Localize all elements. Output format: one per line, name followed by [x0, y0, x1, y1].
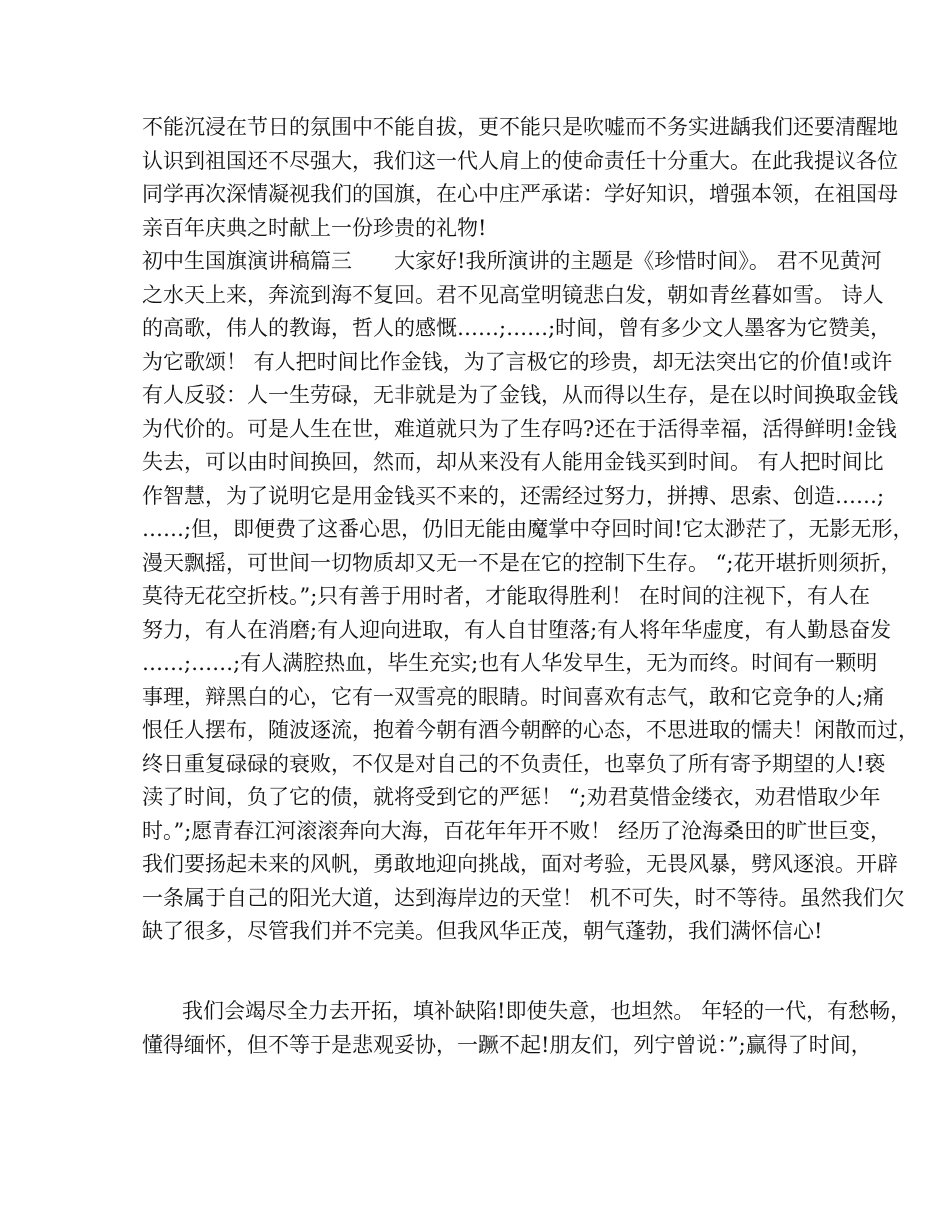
text-line: 认识到祖国还不尽强大，我们这一代人肩上的使命责任十分重大。在此我提议各位 [142, 148, 898, 173]
text-line: 为它歌颂！ 有人把时间比作金钱，为了言极它的珍贵，却无法突出它的价值!或许 [142, 349, 893, 374]
text-line: 一条属于自己的阳光大道，达到海岸边的天堂！ 机不可失，时不等待。虽然我们欠 [142, 885, 905, 910]
text-line: 初中生国旗演讲稿篇三 大家好!我所演讲的主题是《珍惜时间》。 君不见黄河 [142, 249, 882, 273]
text-line: 不能沉浸在节日的氛围中不能自拔，更不能只是吹嘘而不务实进龋我们还要清醒地 [142, 115, 898, 139]
text-line: 之水天上来，奔流到海不复回。君不见高堂明镜悲白发，朝如青丝暮如雪。 诗人 [142, 282, 884, 307]
text-line: 漫天飘摇，可世间一切物质却又无一不是在它的控制下生存。 “;花开堪折则须折， [142, 550, 902, 575]
text-line: 同学再次深情凝视我们的国旗，在心中庄严承诺：学好知识，增强本领，在祖国母 [142, 182, 898, 206]
text-line: 莫待无花空折枝。”;只有善于用时者，才能取得胜利！ 在时间的注视下，有人在 [142, 584, 870, 608]
text-line: 渎了时间，负了它的债，就将受到它的严惩！ “;劝君莫惜金缕衣，劝君惜取少年 [142, 785, 881, 809]
text-line: 终日重复碌碌的衰败，不仅是对自己的不负责任，也辜负了所有寄予期望的人!亵 [142, 751, 886, 776]
text-line: 时。”;愿青春江河滚滚奔向大海，百花年年开不败！ 经历了沧海桑田的旷世巨变， [142, 818, 891, 843]
text-line: 的高歌，伟人的教诲，哲人的感慨……;……;时间，曾有多少文人墨客为它赞美， [142, 316, 892, 340]
text-line: 失去，可以由时间换回，然而，却从来没有人能用金钱买到时间。 有人把时间比 [142, 450, 884, 474]
text-line: 我们要扬起未来的风帆，勇敢地迎向挑战，面对考验，无畏风暴，劈风逐浪。开辟 [142, 852, 898, 876]
body-text-paragraph-2 [142, 995, 912, 1062]
text-line: 懂得缅怀，但不等于是悲观妥协，一蹶不起!朋友们，列宁曾说：”;赢得了时间， [142, 1032, 872, 1057]
text-line: 作智慧，为了说明它是用金钱买不来的，还需经过努力，拼搏、思索、创造……; [142, 483, 885, 508]
text-line: 有人反驳：人一生劳碌，无非就是为了金钱，从而得以生存，是在以时间换取金钱 [142, 383, 898, 407]
text-line: 事理，辩黑白的心，它有一双雪亮的眼睛。时间喜欢有志气，敢和它竞争的人;痛 [142, 684, 885, 709]
body-text [142, 111, 919, 949]
text-line: 努力，有人在消磨;有人迎向进取，有人自甘堕落;有人将年华虚度，有人勤恳奋发 [142, 617, 892, 642]
text-line: ……;但，即便费了这番心思，仍旧无能由魔掌中夺回时间!它太渺茫了，无影无形， [142, 517, 914, 541]
text-line: 缺了很多，尽管我们并不完美。但我风华正茂，朝气蓬勃，我们满怀信心! [142, 919, 823, 943]
text-line: 亲百年庆典之时献上一份珍贵的礼物! [142, 215, 487, 240]
text-line: ……;……;有人满腔热血，毕生充实;也有人华发早生，无为而终。时间有一颗明 [142, 651, 878, 675]
text-line: 恨任人摆布，随波逐流，抱着今朝有酒今朝醉的心态，不思进取的懦夫！闲散而过， [142, 718, 919, 742]
text-line: 我们会竭尽全力去开拓，填补缺陷!即使失意，也坦然。 年轻的一代，有愁畅， [182, 999, 912, 1023]
text-line: 为代价的。可是人生在世，难道就只为了生存吗?还在于活得幸福，活得鲜明!金钱 [142, 416, 897, 441]
